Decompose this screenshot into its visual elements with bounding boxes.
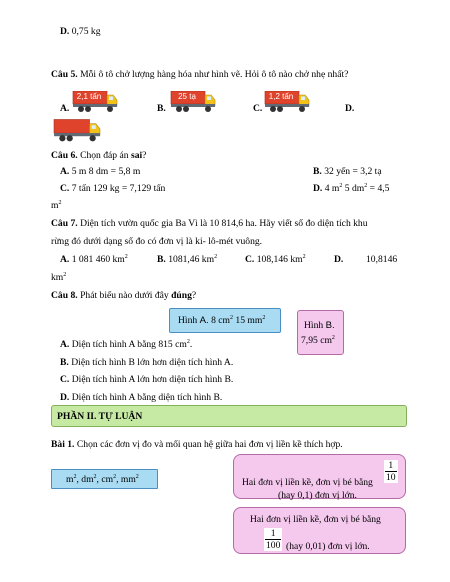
q6-question: Câu 6. Chọn đáp án sai? <box>51 150 147 161</box>
card-text: Hai đơn vị liền kề, đơn vị bé bằng <box>242 477 373 488</box>
relation-card-1[interactable] <box>233 454 406 499</box>
shape-a-box <box>169 308 281 333</box>
card-text: Hai đơn vị liền kề, đơn vị bé bằng <box>250 514 381 525</box>
question-label: Câu 8. <box>51 290 78 301</box>
q4-option-d <box>60 26 101 37</box>
q8-option-c: C. Diện tích hình A lớn hơn diện tích hình B. <box>60 374 234 385</box>
question-label: Câu 6. <box>51 150 78 161</box>
q8-option-d: D. Diện tích hình A bằng diện tích hình B. <box>60 392 223 403</box>
option-text: 0,75 kg <box>71 26 101 37</box>
q7-option-d: D. <box>334 254 344 265</box>
q7-option-a: A. 1 081 460 $km^2$ <box>60 253 128 265</box>
q6-wrap-unit: $m^2$ <box>51 199 62 211</box>
units-box[interactable] <box>51 469 158 489</box>
q6-option-b: B. 32 yến = 3,2 tạ <box>313 166 382 177</box>
q7-option-c: C. 108,146 $km^2$ <box>245 253 306 265</box>
q7-option-d-value: 10,8146 <box>366 254 398 265</box>
shape-b-box <box>297 310 344 355</box>
q6-option-c: C. 7 tấn 129 kg = 7,129 tấn <box>60 183 166 194</box>
q8-option-b: B. Diện tích hình B lớn hơn diện tích hình A. <box>60 357 234 368</box>
q7-option-b: B. 1081,46 $km^2$ <box>157 253 218 265</box>
question-label: Câu 7. <box>51 218 78 229</box>
question-label: Bài 1. <box>51 439 75 450</box>
truck-load-label: 25 tạ <box>178 92 196 101</box>
card-text-line2: (hay 0,1) đơn vị lớn. <box>278 490 357 501</box>
question-label: Câu 5. <box>51 69 78 80</box>
q5-question <box>51 69 348 80</box>
card-text-line2: (hay 0,01) đơn vị lớn. <box>286 541 370 552</box>
shape-a-label: Hình A. 8 $cm^2$ 15 $mm^2$ <box>178 314 266 326</box>
q5-option-b: B. <box>157 103 166 114</box>
q6-option-a: A. 5 m 8 dm = 5,8 m <box>60 166 141 177</box>
q7-question: Câu 7. Diện tích vườn quốc gia Ba Vì là 10 814,6 ha. Hãy viết số đo diện tích khu <box>51 218 368 229</box>
q7-wrap-unit: $km^2$ <box>51 271 67 283</box>
shape-b-value: 7,95 $cm^2$ <box>301 334 335 346</box>
q5-option-a: A. <box>60 103 70 114</box>
relation-card-2[interactable] <box>233 507 406 554</box>
shape-b-name: Hình B. <box>304 320 335 331</box>
q5-option-c: C. <box>253 103 263 114</box>
truck-icon <box>264 91 310 113</box>
q6-option-d: D. 4 $m^2$ 5 $dm^2 = 4,5$ <box>313 182 390 194</box>
truck-icon <box>72 91 118 113</box>
truck-load-label: 1,2 tấn <box>268 92 294 101</box>
fraction: $\frac{1}{100}$ <box>266 528 281 551</box>
q5-option-d: D. <box>345 103 355 114</box>
section-title: PHẦN II. TỰ LUẬN <box>57 411 143 422</box>
q7-question-line2: rừng đó dưới dạng số đo có đơn vị là ki- lô-mét vuông. <box>51 236 263 247</box>
truck-icon <box>53 119 101 143</box>
option-letter: D. <box>60 26 70 37</box>
q8-question: Câu 8. Phát biểu nào dưới đây đúng? <box>51 290 197 301</box>
q8-option-a: A. Diện tích hình A bằng 815 $cm^2$. <box>60 338 193 350</box>
question-text: Mỗi ô tô chở lượng hàng hóa như hình vẽ. Hỏi ô tô nào chở nhẹ nhất? <box>80 69 349 80</box>
truck-icon <box>170 91 216 113</box>
truck-load-label: 2,1 tấn <box>76 92 102 101</box>
units-list: $m^2$, $dm^2$, $cm^2$, $mm^2$ <box>66 473 139 485</box>
section-header <box>51 405 407 427</box>
fraction: $\frac{1}{10}$ <box>386 460 396 483</box>
bai1-question: Bài 1. Chọn các đơn vị đo và mối quan hệ giữa hai đơn vị liền kề thích hợp. <box>51 439 343 450</box>
